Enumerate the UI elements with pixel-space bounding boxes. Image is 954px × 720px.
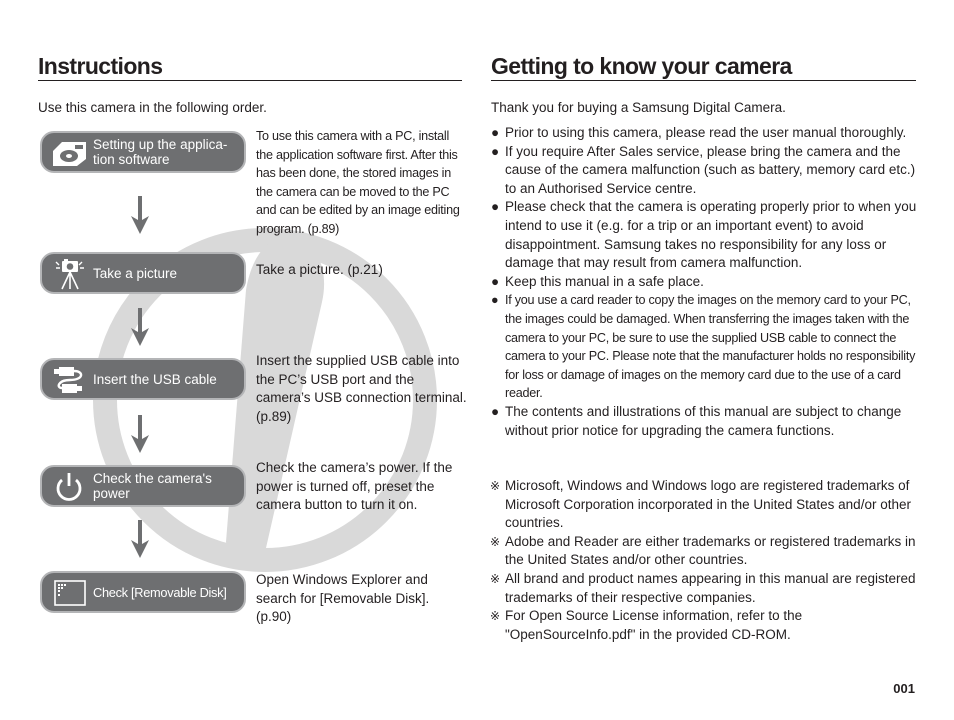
step-label: Insert the USB cable	[93, 371, 217, 387]
step-description: Check the camera’s power. If the power is turned off, preset the camera button to turn it on.	[256, 460, 453, 513]
down-arrow-icon	[131, 308, 149, 346]
bullet-icon: ●	[491, 293, 499, 308]
step-check-removable-disk	[40, 571, 246, 613]
note-mark-icon: ※	[490, 534, 501, 549]
down-arrow-icon	[131, 415, 149, 453]
removable-disk-icon	[50, 577, 88, 609]
step-label: Check [Removable Disk]	[93, 584, 227, 600]
camera-tripod-icon	[50, 258, 88, 290]
note-mark-icon: ※	[490, 609, 501, 624]
note-item: ※ For Open Source License information, refer to the "OpenSourceInfo.pdf" in the provided CD-ROM.	[490, 608, 803, 642]
list-item: ● The contents and illustrations of this manual are subject to change without prior notice for upgrading the camera functions.	[491, 403, 902, 438]
list-item: ● Prior to using this camera, please read the user manual thoroughly.	[491, 124, 919, 143]
left-intro: Use this camera in the following order.	[38, 100, 267, 115]
note-item: ※ All brand and product names appearing in this manual are registered trademarks of their respective companies.	[490, 570, 916, 605]
note-item: ※ Microsoft, Windows and Windows logo are registered trademarks of Microsoft Corporation incorporated in the United States and/or other countries.	[490, 478, 911, 531]
step-check-power	[40, 465, 246, 507]
step-description: To use this camera with a PC, install the application software first. After this has been done, the stored images in the camera can be moved to the PC and can be edited by an image editing program. (p.89)	[256, 129, 460, 236]
trademark-notes	[491, 477, 919, 644]
right-intro: Thank you for buying a Samsung Digital Camera.	[491, 100, 786, 115]
left-heading: Instructions	[38, 53, 163, 79]
right-heading: Getting to know your camera	[491, 53, 792, 79]
note-mark-icon: ※	[490, 479, 501, 493]
bullet-icon: ●	[491, 403, 500, 419]
bullet-icon: ●	[491, 125, 500, 140]
list-item: ● Please check that the camera is operating properly prior to when you intend to use it (e.g. for a trip or an important event) to avoid disappointment. Samsung takes no responsibility for any loss or damage that may result from camera malfunction.	[491, 199, 917, 271]
bullet-icon: ●	[491, 273, 500, 289]
right-heading-rule	[491, 80, 916, 81]
step-insert-usb	[40, 358, 246, 400]
step-description: Open Windows Explorer and search for [Removable Disk]. (p.90)	[256, 572, 430, 625]
down-arrow-icon	[131, 196, 149, 234]
list-item: ● If you use a card reader to copy the images on the memory card to your PC, the images could be damaged. When transferring the images taken with the camera to your PC, be sure to use the supplied USB cable to connect the camera to your PC. Please note that the manufacturer holds no responsibility for loss or damage of images on the memory card due to the use of a card reader.	[491, 293, 916, 401]
step-take-picture	[40, 252, 246, 294]
bullet-icon: ●	[491, 143, 500, 159]
list-item: ● If you require After Sales service, please bring the camera and the cause of the camera malfunction (such as battery, memory card etc.) to an Authorised Service centre.	[491, 143, 916, 196]
down-arrow-icon	[131, 520, 149, 558]
list-item: ● Keep this manual in a safe place.	[491, 273, 919, 292]
step-label: Check the camera's power	[93, 471, 212, 501]
page-number: 001	[893, 681, 915, 696]
usb-connector-icon	[50, 364, 88, 396]
note-mark-icon: ※	[490, 571, 501, 586]
step-setup-software	[40, 131, 246, 173]
cd-disc-icon	[50, 137, 88, 169]
step-label: Take a picture	[93, 265, 178, 281]
left-heading-rule	[38, 80, 462, 81]
bullet-list	[491, 124, 919, 440]
note-item: ※ Adobe and Reader are either trademarks or registered trademarks in the United States and/or other countries.	[490, 533, 916, 568]
bullet-icon: ●	[491, 199, 500, 215]
power-icon	[50, 471, 88, 503]
step-label: Setting up the applica- tion software	[93, 137, 228, 167]
step-description: Insert the supplied USB cable into the PC’s USB port and the camera’s USB connection terminal. (p.89)	[256, 353, 467, 424]
step-description: Take a picture. (p.21)	[256, 262, 383, 277]
